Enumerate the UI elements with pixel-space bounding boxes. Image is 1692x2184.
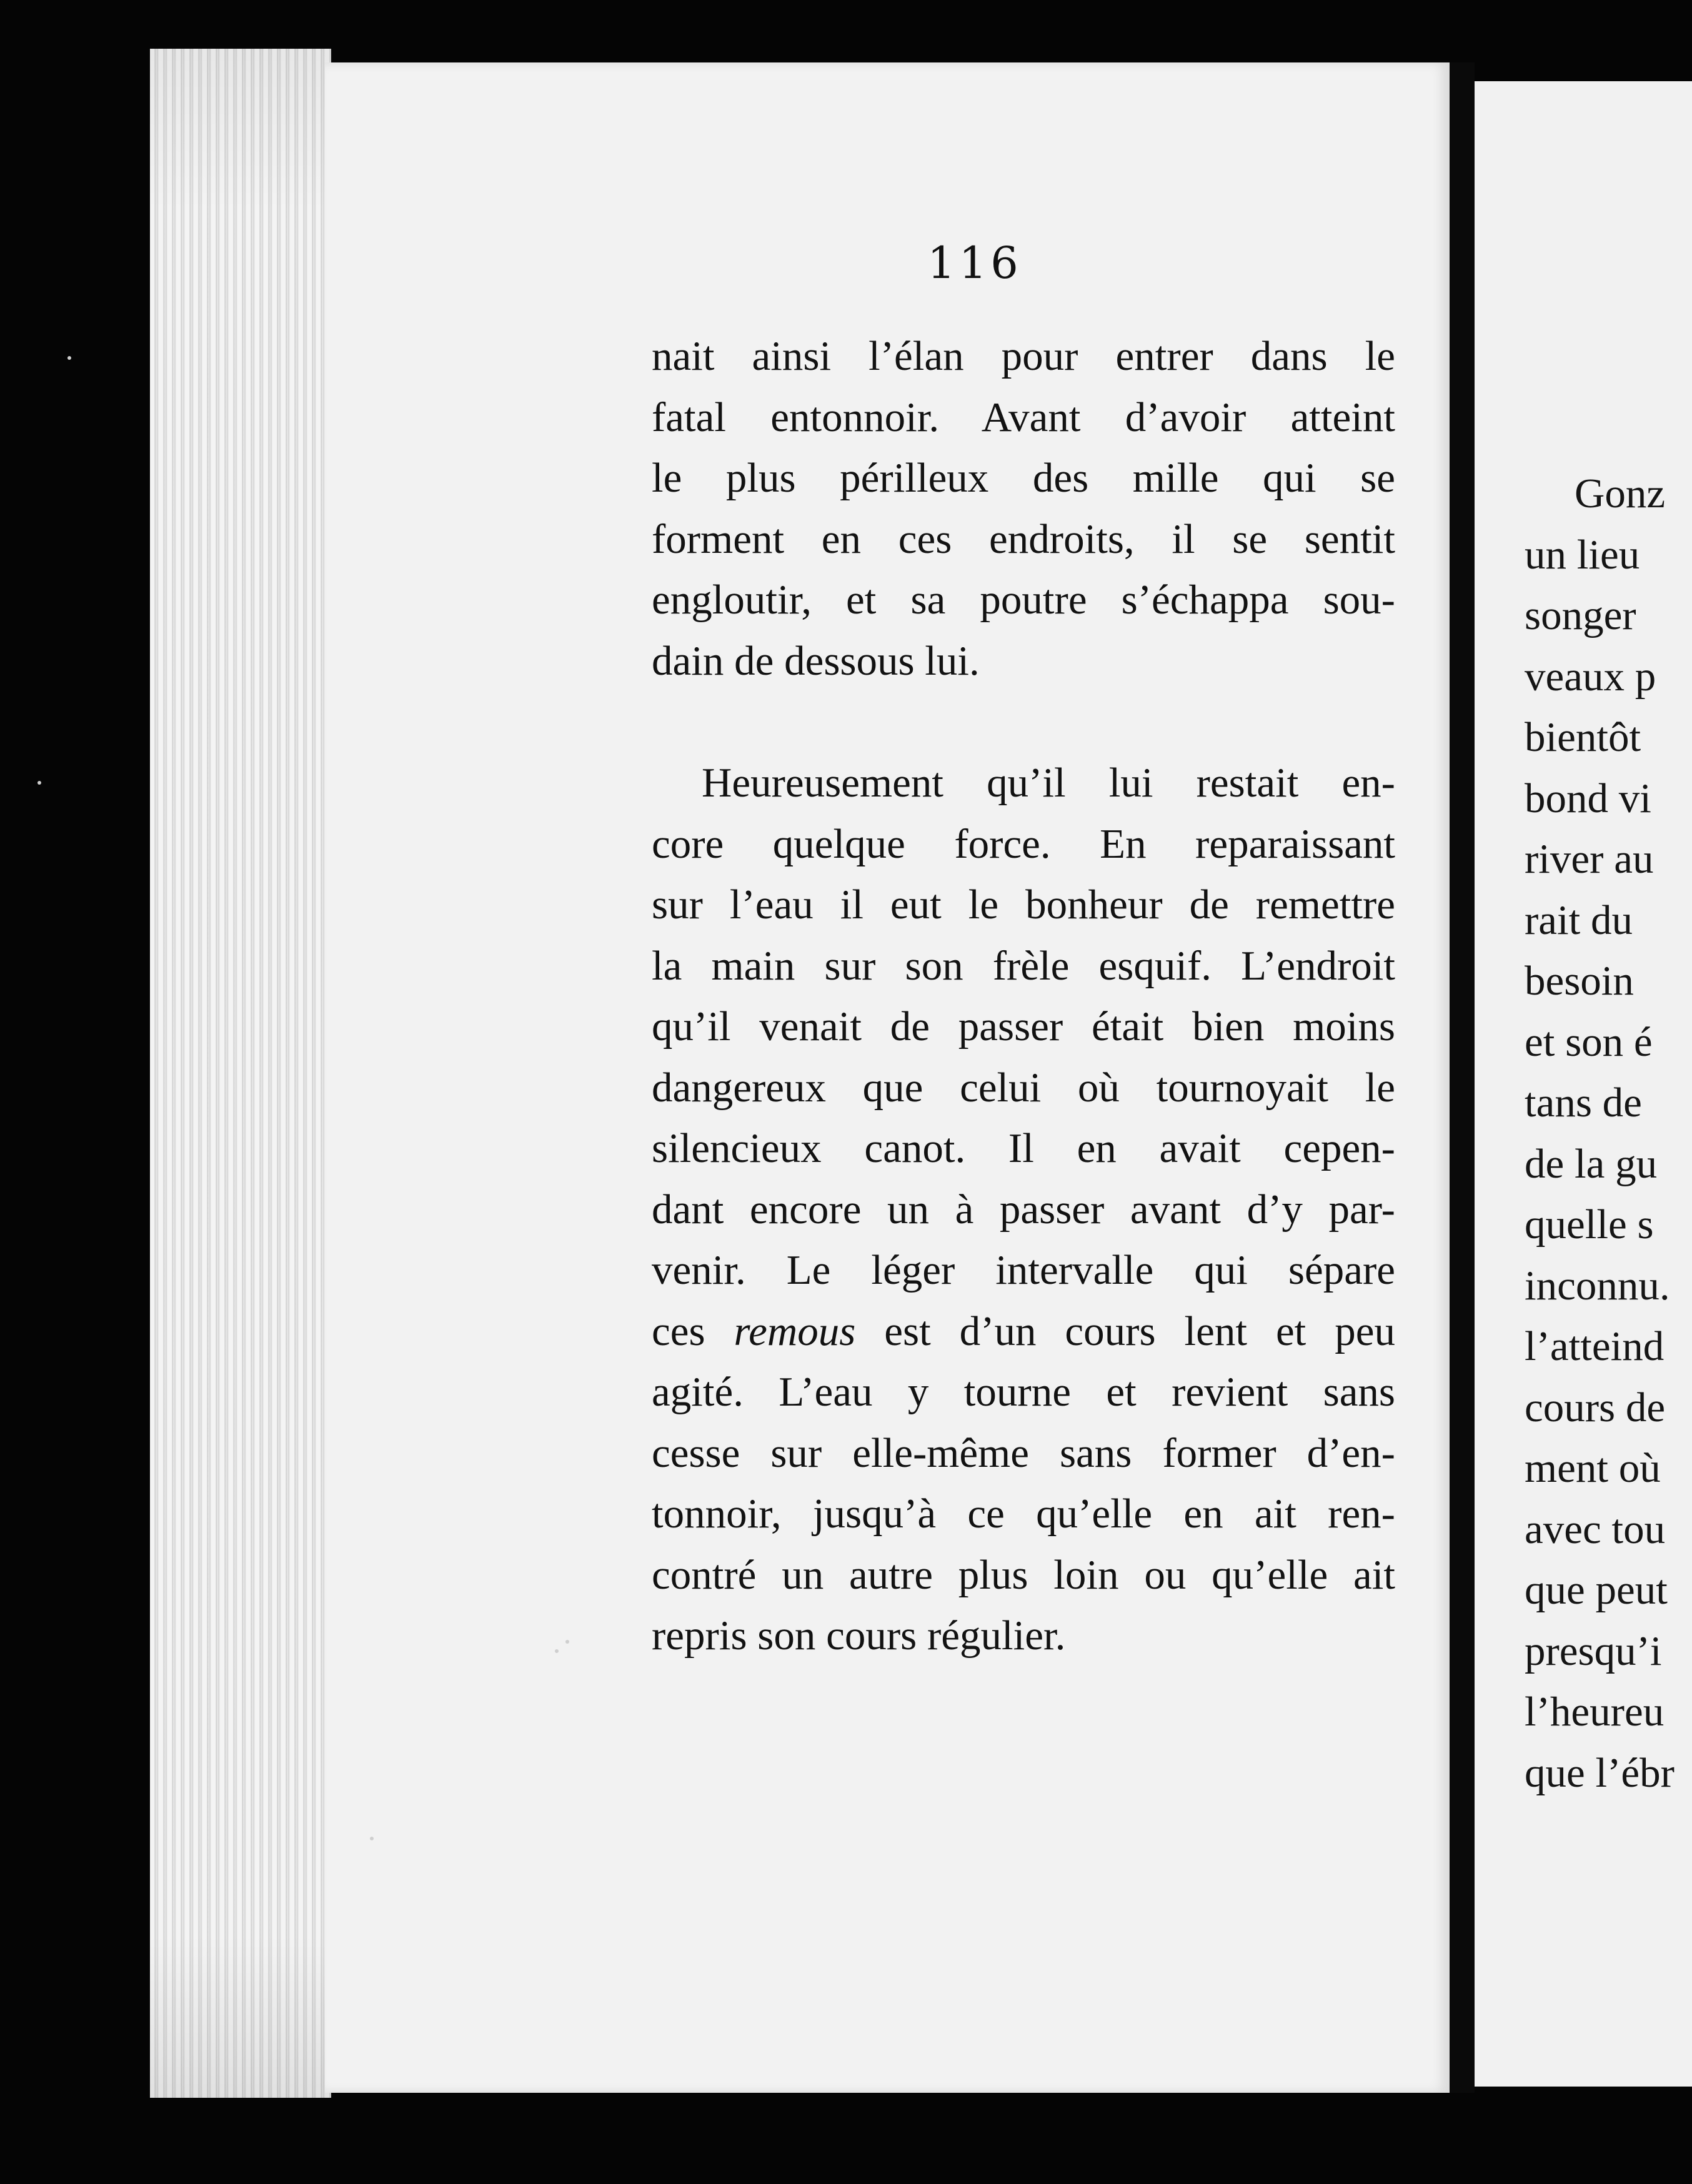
right-page bbox=[1475, 81, 1692, 2087]
dust-speck bbox=[67, 356, 71, 360]
text-line: forment en ces endroits, il se sentit bbox=[652, 515, 1395, 562]
text-line: sur l’eau il eut le bonheur de remettre bbox=[652, 881, 1395, 928]
text-line: besoin bbox=[1525, 958, 1634, 1004]
text-line: bientôt bbox=[1525, 714, 1641, 760]
right-page-text bbox=[1525, 464, 1692, 1804]
text-line: agité. L’eau y tourne et revient sans bbox=[652, 1369, 1395, 1415]
text-line: Heureusement qu’il lui restait en- bbox=[702, 760, 1395, 806]
text-line: un lieu bbox=[1525, 531, 1640, 578]
text-line: cours de bbox=[1525, 1384, 1666, 1431]
text-line: repris son cours régulier. bbox=[652, 1612, 1066, 1659]
text-line: engloutir, et sa poutre s’échappa sou- bbox=[652, 577, 1395, 623]
text-line: l’atteind bbox=[1525, 1323, 1665, 1369]
text-line: le plus périlleux des mille qui se bbox=[652, 455, 1395, 501]
text-line: avec tou bbox=[1525, 1506, 1666, 1552]
text-line: bond vi bbox=[1525, 775, 1651, 821]
dust-speck bbox=[565, 1640, 569, 1644]
text-line: river au bbox=[1525, 836, 1654, 882]
italic-word: remous bbox=[734, 1308, 856, 1354]
dust-speck bbox=[37, 781, 41, 785]
text-line: inconnu. bbox=[1525, 1262, 1670, 1309]
text-line: contré un autre plus loin ou qu’elle ait bbox=[652, 1551, 1395, 1598]
text-line: la main sur son frèle esquif. L’endroit bbox=[652, 942, 1395, 989]
text-line: de la gu bbox=[1525, 1140, 1658, 1187]
text-line: ces remous est d’un cours lent et peu bbox=[652, 1308, 1395, 1354]
paragraph-break bbox=[652, 692, 1395, 753]
text-line: Gonz bbox=[1575, 470, 1666, 517]
text-line: l’heureu bbox=[1525, 1689, 1665, 1735]
text-line: tans de bbox=[1525, 1080, 1642, 1126]
text-line: dangereux que celui où tournoyait le bbox=[652, 1064, 1395, 1111]
text-line: tonnoir, jusqu’à ce qu’elle en ait ren- bbox=[652, 1491, 1395, 1537]
book-gutter bbox=[1450, 62, 1475, 2093]
text-line: rait du bbox=[1525, 896, 1633, 943]
text-line: songer bbox=[1525, 592, 1636, 638]
text-line: dant encore un à passer avant d’y par- bbox=[652, 1186, 1395, 1233]
dust-speck bbox=[370, 1837, 374, 1840]
text-line: veaux p bbox=[1525, 653, 1656, 700]
dust-speck bbox=[555, 1649, 559, 1653]
text-line: presqu’i bbox=[1525, 1627, 1662, 1674]
text-line: ment où bbox=[1525, 1445, 1661, 1491]
text-line: silencieux canot. Il en avait cepen- bbox=[652, 1125, 1395, 1171]
text-line: dain de dessous lui. bbox=[652, 637, 980, 684]
text-line: nait ainsi l’élan pour entrer dans le bbox=[652, 333, 1395, 379]
page-edges bbox=[150, 49, 331, 2098]
text-line: quelle s bbox=[1525, 1201, 1654, 1248]
page-number: 116 bbox=[927, 237, 1022, 289]
text-line: que peut bbox=[1525, 1567, 1668, 1613]
left-page-text bbox=[652, 326, 1395, 1667]
text-line: que l’ébr bbox=[1525, 1749, 1675, 1796]
text-line: et son é bbox=[1525, 1018, 1653, 1065]
text-line: venir. Le léger intervalle qui sépare bbox=[652, 1247, 1395, 1293]
text-line: qu’il venait de passer était bien moins bbox=[652, 1003, 1395, 1050]
text-line: fatal entonnoir. Avant d’avoir atteint bbox=[652, 394, 1395, 440]
text-line: cesse sur elle-même sans former d’en- bbox=[652, 1429, 1395, 1476]
text-line: core quelque force. En reparaissant bbox=[652, 820, 1395, 867]
